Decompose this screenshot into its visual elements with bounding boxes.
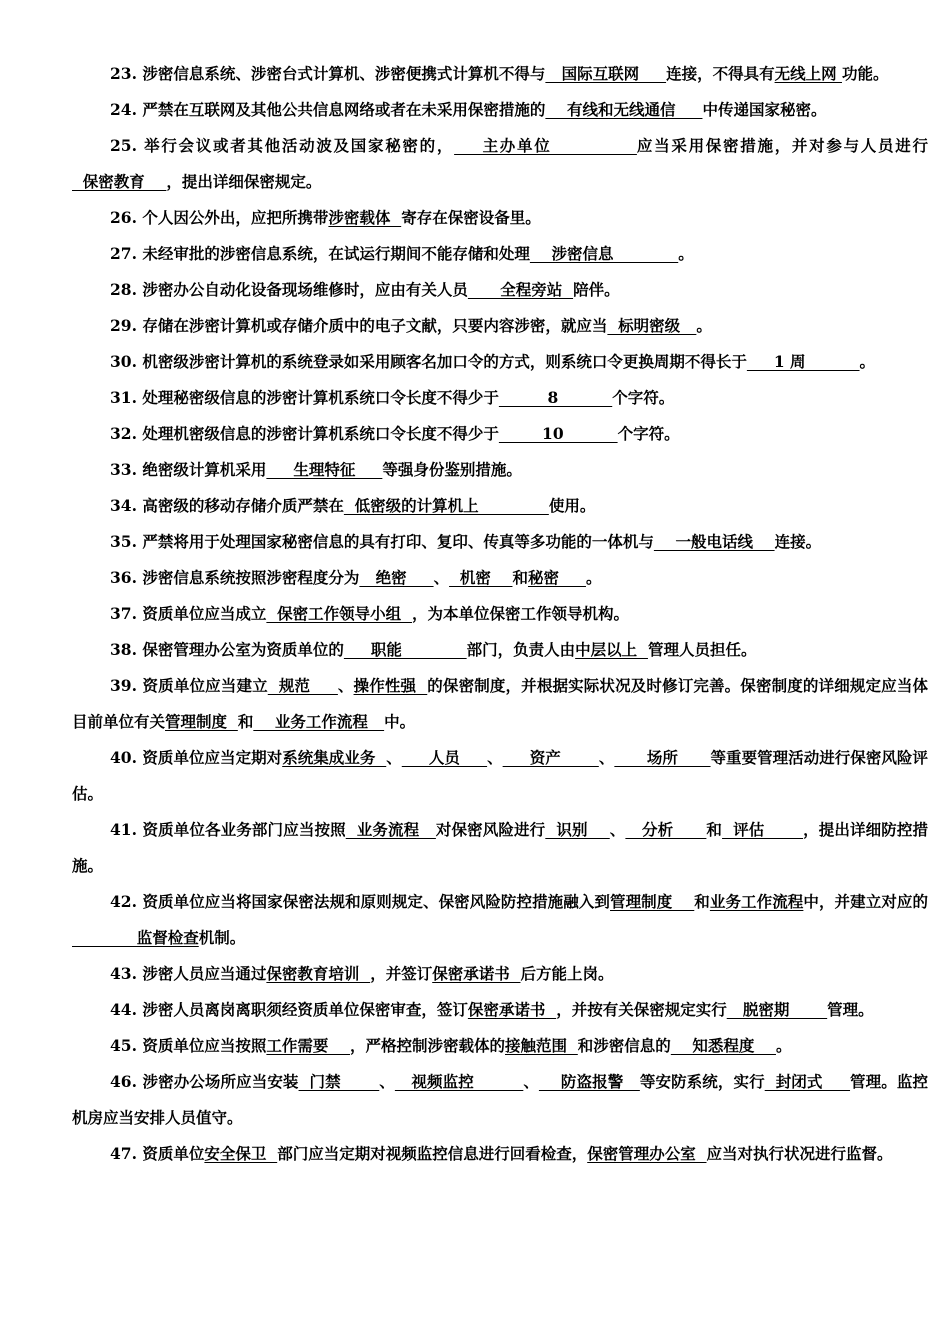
- question-text: 资质单位应当将国家保密法规和原则规定、保密风险防控措施融入到: [142, 892, 611, 911]
- question-text: 涉密信息系统、涉密台式计算机、涉密便携式计算机不得与: [142, 64, 546, 83]
- question-number: 36: [110, 568, 132, 587]
- answer-blank: 8: [498, 388, 613, 407]
- question-text: 应当采用保密措施，并对参与人员进行: [636, 136, 928, 155]
- question-text: 机制。: [198, 928, 246, 947]
- question-text: 机密级涉密计算机的系统登录如采用顾客名加口令的方式，则系统口令更换周期不得长于: [142, 352, 747, 371]
- question-number: 31: [110, 388, 132, 407]
- answer-blank: 保密工作领导小组: [266, 604, 412, 623]
- answer-blank: 保密教育: [72, 172, 167, 191]
- answer-blank: 视频监控: [394, 1072, 524, 1091]
- question-text: 资质单位: [142, 1144, 205, 1163]
- question-text: 和: [237, 712, 254, 731]
- question-text: 。: [859, 352, 876, 371]
- question-number: 24: [110, 100, 132, 119]
- question-number: 44: [110, 1000, 132, 1019]
- question-text: 和涉密信息的: [577, 1036, 671, 1055]
- question-text: 、: [523, 1072, 539, 1091]
- answer-blank: 绝密: [359, 568, 434, 587]
- question-30: 30. 机密级涉密计算机的系统登录如采用顾客名加口令的方式，则系统口令更换周期不得长于 1 周 。: [110, 352, 876, 371]
- question-31: 31. 处理秘密级信息的涉密计算机系统口令长度不得少于 8 个字符。: [110, 388, 675, 407]
- question-number: 28: [110, 280, 132, 299]
- question-24: 24. 严禁在互联网及其他公共信息网络或者在未采用保密措施的 有线和无线通信 中传递国家秘密。: [110, 100, 827, 119]
- answer-blank: 保密承诺书: [432, 964, 521, 983]
- question-text: 管理人员担任。: [647, 640, 757, 659]
- answer-blank: 封闭式: [764, 1072, 851, 1091]
- answer-blank: 10: [498, 424, 618, 443]
- answer-blank: 机密: [449, 568, 513, 587]
- question-number: 29: [110, 316, 132, 335]
- question-39: 39. 资质单位应当建立 规范 、操作性强 的保密制度，并根据实际状况及时修订完善。保密制度的详细规定应当体目前单位有关管理制度 和 业务工作流程 中。: [72, 676, 928, 731]
- answer-blank: 知悉程度: [670, 1036, 776, 1055]
- answer-blank: 保密承诺书: [467, 1000, 557, 1019]
- question-text: 、: [379, 1072, 395, 1091]
- answer-blank: 分析: [625, 820, 707, 839]
- question-35: 35. 严禁将用于处理国家秘密信息的具有打印、复印、传真等多功能的一体机与 一般电话线 连接。: [110, 532, 822, 551]
- question-28: 28. 涉密办公自动化设备现场维修时，应由有关人员 全程旁站 陪伴。: [110, 280, 620, 299]
- answer-blank: 业务工作流程: [709, 892, 804, 911]
- question-text: 处理秘密级信息的涉密计算机系统口令长度不得少于: [142, 388, 499, 407]
- answer-blank: 国际互联网: [545, 64, 667, 83]
- question-text: 涉密办公场所应当安装: [142, 1072, 299, 1091]
- question-text: 涉密办公自动化设备现场维修时，应由有关人员: [142, 280, 468, 299]
- question-text: ，提出详细防控措施。: [72, 820, 928, 875]
- question-number: 47: [110, 1144, 132, 1163]
- question-text: 涉密人员离岗离职须经资质单位保密审查，签订: [142, 1000, 468, 1019]
- answer-blank: 工作需要: [266, 1036, 350, 1055]
- answer-blank: 识别: [545, 820, 610, 839]
- answer-blank: 场所: [614, 748, 711, 767]
- question-text: 资质单位应当按照: [142, 1036, 267, 1055]
- question-text: 资质单位应当建立: [142, 676, 268, 695]
- question-text: 和: [694, 892, 710, 911]
- question-number: 39: [110, 676, 132, 695]
- answer-blank: 生理特征: [266, 460, 383, 479]
- question-text: ，为本单位保密工作领导机构。: [411, 604, 629, 623]
- answer-blank: 接触范围: [505, 1036, 578, 1055]
- question-text: ，严格控制涉密载体的: [349, 1036, 505, 1055]
- answer-blank: 监督检查: [72, 928, 199, 947]
- question-text: 、: [487, 748, 503, 767]
- answer-blank: 系统集成业务: [282, 748, 387, 767]
- question-text: 。: [696, 316, 712, 335]
- question-27: 27. 未经审批的涉密信息系统，在试运行期间不能存储和处理 涉密信息 。: [110, 244, 694, 263]
- question-29: 29. 存储在涉密计算机或存储介质中的电子文献，只要内容涉密，就应当 标明密级 。: [110, 316, 712, 335]
- question-number: 43: [110, 964, 132, 983]
- question-text: 处理机密级信息的涉密计算机系统口令长度不得少于: [142, 424, 499, 443]
- question-text: 涉密信息系统按照涉密程度分为: [142, 568, 360, 587]
- question-number: 38: [110, 640, 132, 659]
- question-text: ，提出详细保密规定。: [166, 172, 322, 191]
- question-number: 40: [110, 748, 132, 767]
- question-45: 45. 资质单位应当按照工作需要 ，严格控制涉密载体的接触范围 和涉密信息的 知悉程度 。: [110, 1036, 792, 1055]
- question-text: 绝密级计算机采用: [142, 460, 267, 479]
- question-text: 、: [609, 820, 626, 839]
- question-number: 41: [110, 820, 132, 839]
- question-text: 资质单位各业务部门应当按照: [142, 820, 346, 839]
- question-text: 高密级的移动存储介质严禁在: [142, 496, 344, 515]
- question-number: 34: [110, 496, 132, 515]
- question-number: 33: [110, 460, 132, 479]
- answer-blank: 防盗报警: [538, 1072, 640, 1091]
- question-text: 管理。监控机房应当安排人员值守。: [72, 1072, 928, 1127]
- answer-blank: 保密教育培训: [266, 964, 371, 983]
- answer-blank: 全程旁站: [467, 280, 574, 299]
- question-26: 26. 个人因公外出，应把所携带涉密载体 寄存在保密设备里。: [110, 208, 541, 227]
- question-text: 功能。: [841, 64, 889, 83]
- question-number: 37: [110, 604, 132, 623]
- question-32: 32. 处理机密级信息的涉密计算机系统口令长度不得少于 10 个字符。: [110, 424, 680, 443]
- answer-blank: 无线上网: [774, 64, 842, 83]
- answer-blank: 标明密级: [607, 316, 697, 335]
- question-44: 44. 涉密人员离岗离职须经资质单位保密审查，签订保密承诺书 ，并按有关保密规定实行 脱密期 管理。: [110, 1000, 874, 1019]
- question-43: 43. 涉密人员应当通过保密教育培训 ，并签订保密承诺书 后方能上岗。: [110, 964, 614, 983]
- question-text: 和: [706, 820, 723, 839]
- question-number: 42: [110, 892, 132, 911]
- question-text: 。: [775, 1036, 792, 1055]
- question-number: 23: [110, 64, 132, 83]
- question-number: 26: [110, 208, 132, 227]
- question-33: 33. 绝密级计算机采用 生理特征 等强身份鉴别措施。: [110, 460, 522, 479]
- question-text: 涉密人员应当通过: [142, 964, 267, 983]
- question-text: 部门，负责人由: [466, 640, 576, 659]
- question-text: 的保密制度，并根据实际状况及时修订完善。保密制度的详细规定应当体目前单位有关: [72, 676, 928, 731]
- answer-blank: 业务流程: [345, 820, 436, 839]
- question-number: 30: [110, 352, 132, 371]
- answer-blank: 业务工作流程: [253, 712, 385, 731]
- question-47: 47. 资质单位安全保卫 部门应当定期对视频监控信息进行回看检查，保密管理办公室 应当对执行状况进行监督。: [110, 1144, 893, 1163]
- question-text: 。: [678, 244, 694, 263]
- answer-blank: 评估: [722, 820, 804, 839]
- question-text: 、: [386, 748, 402, 767]
- question-text: 中，并建立对应的: [803, 892, 928, 911]
- question-text: 部门应当定期对视频监控信息进行回看检查，: [277, 1144, 588, 1163]
- question-number: 35: [110, 532, 132, 551]
- question-text: 未经审批的涉密信息系统，在试运行期间不能存储和处理: [142, 244, 530, 263]
- question-text: 个人因公外出，应把所携带: [142, 208, 329, 227]
- question-34: 34. 高密级的移动存储介质严禁在 低密级的计算机上 使用。: [110, 496, 596, 515]
- answer-blank: 主办单位: [454, 136, 637, 155]
- answer-blank: 有线和无线通信: [545, 100, 703, 119]
- question-text: 等安防系统，实行: [639, 1072, 765, 1091]
- question-text: 存储在涉密计算机或存储介质中的电子文献，只要内容涉密，就应当: [142, 316, 608, 335]
- question-text: 陪伴。: [573, 280, 620, 299]
- answer-blank: 低密级的计算机上: [343, 496, 549, 515]
- document-page: [72, 56, 928, 1172]
- question-number: 32: [110, 424, 132, 443]
- question-46: 46. 涉密办公场所应当安装 门禁 、 视频监控 、 防盗报警 等安防系统，实行 封闭式 管理。监控机房应当安排人员值守。: [72, 1072, 928, 1127]
- answer-blank: 涉密信息: [529, 244, 679, 263]
- question-42: 42. 资质单位应当将国家保密法规和原则规定、保密风险防控措施融入到管理制度 和业务工作流程中，并建立对应的 监督检查机制。: [72, 892, 928, 947]
- answer-blank: 职能: [343, 640, 467, 659]
- question-number: 46: [110, 1072, 132, 1091]
- question-text: 应当对执行状况进行监督。: [706, 1144, 893, 1163]
- question-text: 连接，不得具有: [666, 64, 775, 83]
- answer-blank: 管理制度: [610, 892, 695, 911]
- question-text: 中传递国家秘密。: [702, 100, 827, 119]
- answer-blank: 中层以上: [575, 640, 648, 659]
- answer-blank: 1 周: [746, 352, 860, 371]
- answer-blank: 门禁: [298, 1072, 380, 1091]
- question-text: 等强身份鉴别措施。: [382, 460, 522, 479]
- question-text: 使用。: [548, 496, 596, 515]
- question-text: 管理。: [827, 1000, 874, 1019]
- question-text: 寄存在保密设备里。: [401, 208, 541, 227]
- question-text: 资质单位应当成立: [142, 604, 267, 623]
- answer-blank: 一般电话线: [653, 532, 775, 551]
- question-text: 中。: [384, 712, 416, 731]
- answer-blank: 秘密: [527, 568, 586, 587]
- question-text: 举行会议或者其他活动波及国家秘密的，: [144, 136, 455, 155]
- question-text: 保密管理办公室为资质单位的: [142, 640, 344, 659]
- question-text: ，并按有关保密规定实行: [556, 1000, 727, 1019]
- answer-blank: 脱密期: [726, 1000, 828, 1019]
- question-text: 、: [337, 676, 354, 695]
- answer-blank: 规范: [267, 676, 338, 695]
- answer-blank: 操作性强: [353, 676, 428, 695]
- question-37: 37. 资质单位应当成立 保密工作领导小组 ，为本单位保密工作领导机构。: [110, 604, 629, 623]
- question-text: 对保密风险进行: [435, 820, 546, 839]
- question-number: 27: [110, 244, 132, 263]
- question-text: 后方能上岗。: [520, 964, 614, 983]
- question-text: 连接。: [774, 532, 822, 551]
- answer-blank: 人员: [401, 748, 488, 767]
- answer-blank: 管理制度: [165, 712, 238, 731]
- question-text: 。: [585, 568, 602, 587]
- answer-blank: 资产: [502, 748, 599, 767]
- question-text: 严禁在互联网及其他公共信息网络或者在未采用保密措施的: [142, 100, 546, 119]
- question-number: 25: [110, 136, 132, 155]
- question-text: 和: [512, 568, 528, 587]
- question-text: ，并签订: [370, 964, 433, 983]
- question-text: 个字符。: [617, 424, 680, 443]
- answer-blank: 保密管理办公室: [587, 1144, 707, 1163]
- question-25: 25. 举行会议或者其他活动波及国家秘密的， 主办单位 应当采用保密措施，并对参与人员进行 保密教育 ，提出详细保密规定。: [72, 136, 928, 191]
- question-number: 45: [110, 1036, 132, 1055]
- question-38: 38. 保密管理办公室为资质单位的 职能 部门，负责人由中层以上 管理人员担任。: [110, 640, 757, 659]
- question-41: 41. 资质单位各业务部门应当按照 业务流程 对保密风险进行 识别 、 分析 和 评估 ，提出详细防控措施。: [72, 820, 928, 875]
- answer-blank: 涉密载体: [328, 208, 402, 227]
- answer-blank: 安全保卫: [204, 1144, 278, 1163]
- question-text: 等重要管理活动进行保密风险评估。: [72, 748, 928, 803]
- question-text: 严禁将用于处理国家秘密信息的具有打印、复印、传真等多功能的一体机与: [142, 532, 654, 551]
- question-text: 、: [433, 568, 450, 587]
- question-23: 23. 涉密信息系统、涉密台式计算机、涉密便携式计算机不得与 国际互联网 连接，不得具有无线上网 功能。: [110, 64, 889, 83]
- question-40: 40. 资质单位应当定期对系统集成业务 、 人员 、 资产 、 场所 等重要管理活动进行保密风险评估。: [72, 748, 928, 803]
- question-text: 个字符。: [612, 388, 675, 407]
- question-text: 资质单位应当定期对: [142, 748, 283, 767]
- question-36: 36. 涉密信息系统按照涉密程度分为 绝密 、 机密 和秘密 。: [110, 568, 602, 587]
- question-text: 、: [598, 748, 615, 767]
